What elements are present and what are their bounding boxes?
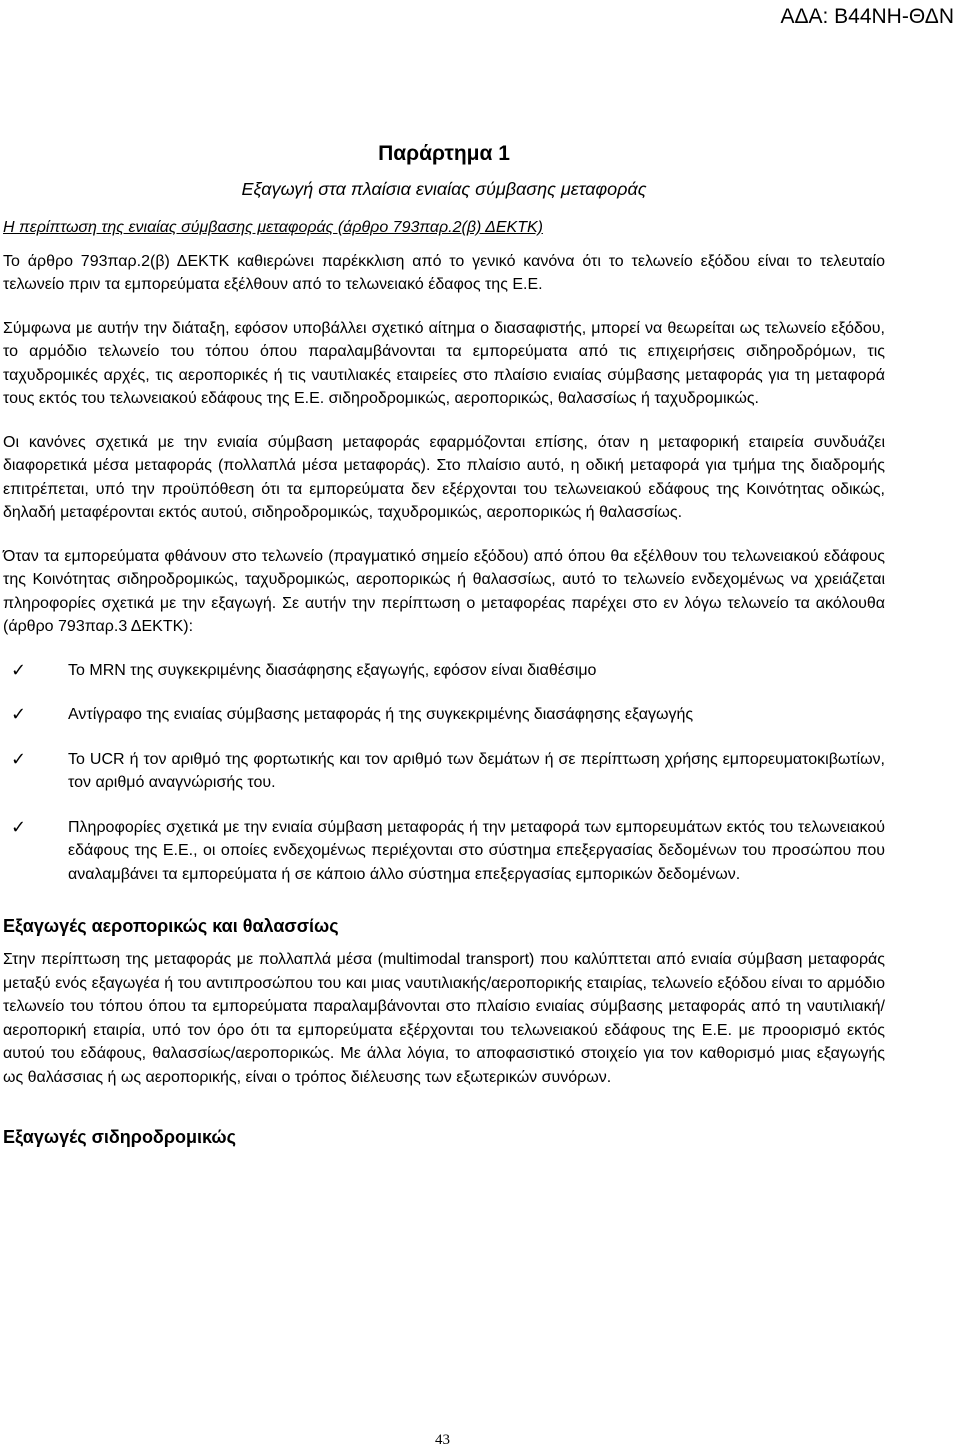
section-heading-rail: Εξαγωγές σιδηροδρομικώς bbox=[3, 1127, 236, 1147]
checklist bbox=[3, 659, 885, 887]
paragraph-4: Όταν τα εμπορεύματα φθάνουν στο τελωνείο (πραγματικό σημείο εξόδου) από όπου θα εξέλθουν του τελωνειακού εδάφους της Κοινότητας σιδηροδρομικώς, ταχυδρομικώς, αεροπορικώς ή θαλασσίως, αυτό το τελωνείο ενδεχομένως να χρειάζεται πληροφορίες σχετικά με την εξαγωγή. Σε αυτήν την περίπτωση ο μεταφορέας παρέχει στο εν λόγω τελωνείο τα ακόλουθα (άρθρο 793παρ.3 ΔΕΚΤΚ): bbox=[3, 547, 885, 635]
checklist-item-text: Πληροφορίες σχετικά με την ενιαία σύμβαση μεταφοράς ή την μεταφορά των εμπορευμάτων εκτός του τελωνειακού εδάφους της Ε.Ε., οι οποίες ενδεχομένως περιέχονται στο σύστημα επεξεργασίας δεδομένων του προσώπου που αναλαμβάνει τα εμπορεύματα ή σε κάποιο άλλο σύστημα επεξεργασίας εμπορικών δεδομένων. bbox=[68, 818, 885, 883]
checklist-item bbox=[3, 748, 885, 795]
paragraph-2: Σύμφωνα με αυτήν την διάταξη, εφόσον υποβάλλει σχετικό αίτημα ο διασαφιστής, μπορεί να θεωρείται ως τελωνείο εξόδου, το αρμόδιο τελωνείο του τόπου όπου παραλαμβάνονται τα εμπορεύματα από τις επιχειρήσεις σιδηροδρόμων, τις ταχυδρομικές αρχές, τις αεροπορικές ή τις ναυτιλιακές εταιρείες στο πλαίσιο ενιαίας σύμβασης μεταφοράς για τη μεταφορά τους εκτός του τελωνειακού εδάφους της Ε.Ε. σιδηροδρομικώς, αεροπορικώς, θαλασσίως ή ταχυδρομικώς. bbox=[3, 319, 885, 407]
section-text-air-sea: Στην περίπτωση της μεταφοράς με πολλαπλά μέσα (multimodal transport) που καλύπτεται από ενιαία σύμβαση μεταφοράς μεταξύ ενός εξαγωγέα ή του αντιπροσώπου του και μιας ναυτιλιακής/αεροπορικής εταιρίας, τελωνείο εξόδου είναι το αρμόδιο τελωνείο του τόπου όπου τα εμπορεύματα παραλαμβάνονται στο πλαίσιο ενιαίας σύμβασης μεταφοράς από τη ναυτιλιακή/αεροπορική εταιρία, υπό τον όρο ότι τα εμπορεύματα εξέρχονται του τελωνειακού εδάφους της Ε.Ε. με προορισμό εκτός αυτού του εδάφους, θαλασσίως/αεροπορικώς. Με άλλα λόγια, το αποφασιστικό στοιχείο για τον καθορισμό μιας εξαγωγής ως θαλάσσιας ή ως αεροπορικής, είναι ο τρόπος διέλευσης των εξωτερικών συνόρων. bbox=[3, 951, 885, 1086]
check-icon: ✓ bbox=[11, 748, 27, 769]
checklist-item bbox=[3, 659, 885, 683]
checklist-item bbox=[3, 816, 885, 887]
check-icon: ✓ bbox=[11, 659, 27, 680]
paragraph-3: Οι κανόνες σχετικά με την ενιαία σύμβαση μεταφοράς εφαρμόζονται επίσης, όταν η μεταφορική εταιρεία συνδυάζει διαφορετικά μέσα μεταφοράς (πολλαπλά μέσα μεταφοράς). Στο πλαίσιο αυτό, η οδική μεταφορά για τμήμα της διαδρομής επιτρέπεται, υπό την προϋπόθεση ότι τα εμπορεύματα δεν εξέρχονται του τελωνειακού εδάφους της Κοινότητας οδικώς, δηλαδή μεταφέρονται εκτός αυτού, σιδηροδρομικώς, ταχυδρομικώς, αεροπορικώς ή θαλασσίως. bbox=[3, 433, 885, 521]
ada-code: ΑΔΑ: Β44ΝΗ-ΘΔΝ bbox=[780, 5, 954, 28]
paragraph-1: Το άρθρο 793παρ.2(β) ΔΕΚΤΚ καθιερώνει παρέκκλιση από το γενικό κανόνα ότι το τελωνείο εξόδου είναι το τελευταίο τελωνείο πριν τα εμπορεύματα εξέλθουν από το τελωνειακό έδαφος της Ε.Ε. bbox=[3, 252, 885, 293]
checklist-item-text: Το MRN της συγκεκριμένης διασάφησης εξαγωγής, εφόσον είναι διαθέσιμο bbox=[68, 661, 597, 679]
checklist-item-text: Αντίγραφο της ενιαίας σύμβασης μεταφοράς ή της συγκεκριμένης διασάφησης εξαγωγής bbox=[68, 706, 694, 723]
page-number: 43 bbox=[435, 1432, 450, 1448]
check-icon: ✓ bbox=[11, 704, 27, 724]
document-page bbox=[3, 140, 885, 1149]
case-heading: Η περίπτωση της ενιαίας σύμβασης μεταφοράς (άρθρο 793παρ.2(β) ΔΕΚΤΚ) bbox=[3, 219, 543, 236]
section-heading-air-sea: Εξαγωγές αεροπορικώς και θαλασσίως bbox=[3, 916, 339, 936]
checklist-item bbox=[3, 703, 885, 727]
document-subtitle: Εξαγωγή στα πλαίσια ενιαίας σύμβασης μεταφοράς bbox=[241, 179, 647, 199]
check-icon: ✓ bbox=[11, 816, 27, 837]
checklist-item-text: Το UCR ή τον αριθμό της φορτωτικής και τον αριθμό των δεμάτων ή σε περίπτωση χρήσης εμπορευματοκιβωτίων, τον αριθμό αναγνώρισής του. bbox=[68, 750, 885, 791]
document-title: Παράρτημα 1 bbox=[378, 142, 510, 165]
